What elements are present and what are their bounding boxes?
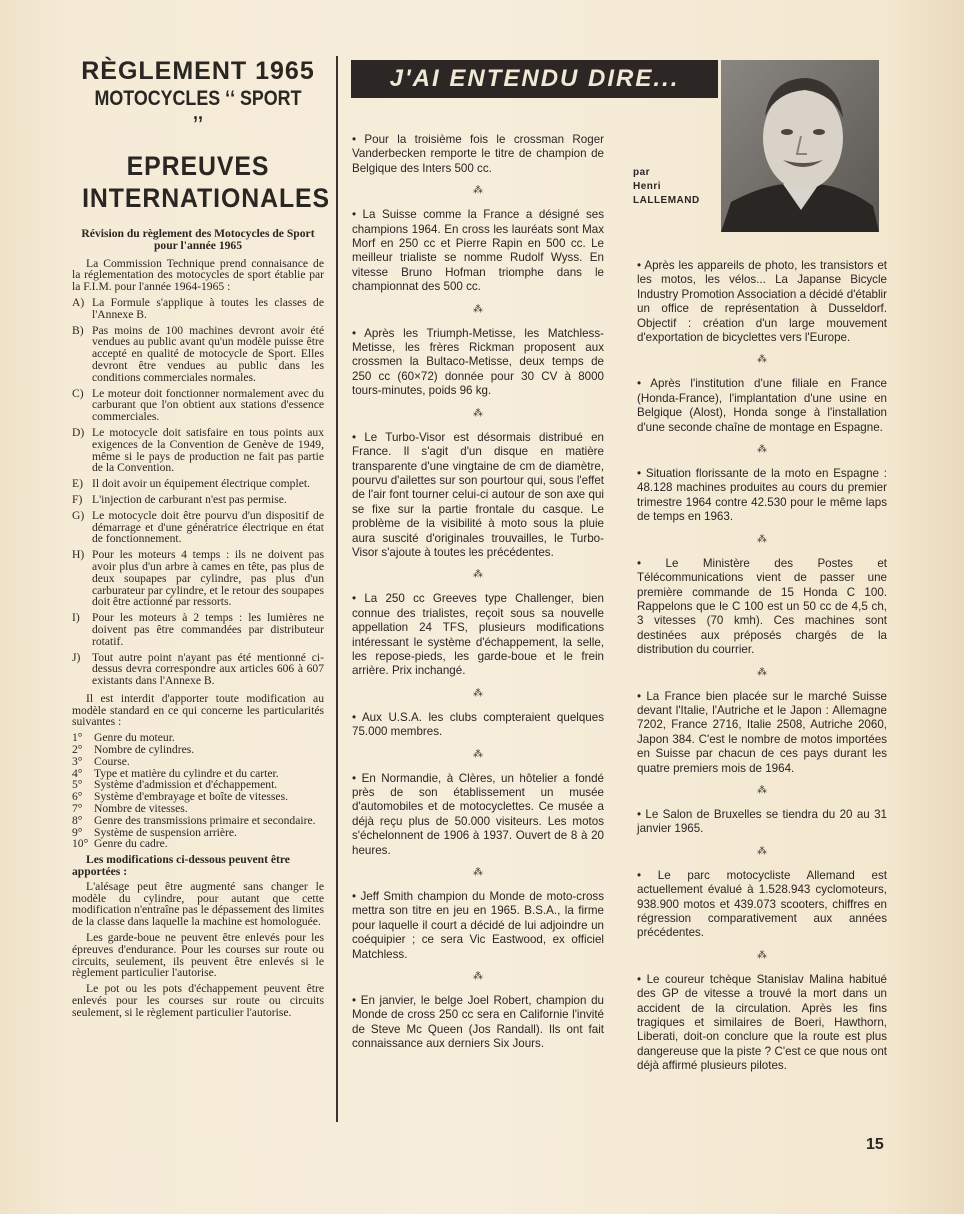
regulation-item-label: G) — [72, 508, 85, 522]
news-item: • En Normandie, à Clères, un hôtelier a fondé près de son établissement un musée d'automobiles et de motocyclettes. Ce musée a déjà reçu plus de 50.000 visiteurs. Les motos s'échelonnent de 1906 à 1937. Ouvert de 8 à 20 heures. — [352, 771, 604, 857]
forbidden-item-text: Système d'admission et d'échappement. — [94, 778, 278, 792]
regulation-item — [72, 549, 324, 608]
rumors-column-middle — [352, 133, 604, 1052]
asterism-separator: ⁂ — [473, 569, 483, 581]
regulation-item-text: Le moteur doit fonctionner normalement avec du carburant que l'on obtient aux stations d'essence commerciales. — [92, 386, 324, 424]
regulation-lead: Révision du règlement des Motocycles de Sport pour l'année 1965 — [81, 227, 315, 252]
asterism-separator: ⁂ — [473, 185, 483, 197]
regulation-item-text: Pour les moteurs à 2 temps : les lumières ne doivent pas être commandées par distributeur rotatif. — [92, 611, 324, 648]
page-number: 15 — [866, 1136, 884, 1153]
forbidden-item-label: 9° — [72, 825, 83, 839]
regulation-item-text: Pour les moteurs 4 temps : ils ne doivent pas avoir plus d'un arbre à cames en tête, pas plus de deux soupapes par cylindre, pas plus d'un carburateur par cylindre, et le retour des soupapes doit être actionné par ressorts. — [92, 548, 324, 609]
regulation-column — [72, 56, 331, 1023]
rumors-banner: J'AI ENTENDU DIRE... — [351, 60, 718, 98]
forbidden-item-label: 3° — [72, 754, 83, 768]
asterism-separator: ⁂ — [757, 949, 767, 961]
forbidden-item-text: Nombre de vitesses. — [94, 802, 188, 816]
regulation-item-text: L'injection de carburant n'est pas permise. — [92, 492, 287, 506]
news-item: • Aux U.S.A. les clubs compteraient quelques 75.000 membres. — [352, 710, 604, 739]
forbidden-item-label: 1° — [72, 731, 83, 745]
forbidden-list — [72, 732, 324, 850]
news-item: • Jeff Smith champion du Monde de moto-cross mettra son titre en jeu en 1965. B.S.A., la firme pour laquelle il court a décidé de lui adjoindre un coéquipier ; ce sera Vic Eastwood, ex officiel Matchless. — [352, 890, 604, 961]
asterism-separator: ⁂ — [473, 407, 483, 419]
forbidden-item-label: 8° — [72, 813, 83, 827]
regulation-items — [72, 297, 324, 687]
asterism-separator: ⁂ — [757, 444, 767, 456]
regulation-item-label: F) — [72, 492, 83, 506]
asterism-separator: ⁂ — [757, 533, 767, 545]
asterism-separator: ⁂ — [757, 845, 767, 857]
news-item: • Le Ministère des Postes et Télécommunications vient de passer une première commande de 15 Honda C 100. Rappelons que le C 100 est un 50 cc de 4,5 ch, 3 vitesses (70 kmh). Ces machines sont destinées aux préposés chargés de la distribution du courrier. — [637, 556, 887, 657]
forbidden-item-label: 2° — [72, 743, 83, 757]
regulation-item-text: Il doit avoir un équipement électrique complet. — [92, 477, 310, 491]
news-item: • Après les Triumph-Metisse, les Matchless-Metisse, les frères Rickman proposent aux crossmen la Bultaco-Metisse, deux temps de 250 cc (60×72) donnée pour 30 CV à 8000 tours-minutes, poids 96 kg. — [352, 326, 604, 398]
regulation-item — [72, 510, 324, 545]
regulation-item-label: E) — [72, 477, 83, 491]
asterism-separator: ⁂ — [757, 354, 767, 366]
modification-paragraph: L'alésage peut être augmenté sans changer le modèle du cylindre, pour autant que cette modification n'entraîne pas le dépassement des limites de la classe dans laquelle la machine est homologuée. — [72, 879, 324, 929]
byline-first-name: Henri — [633, 181, 662, 192]
regulation-item — [72, 478, 324, 490]
regulation-item — [72, 297, 324, 321]
byline-last-name: LALLEMAND — [633, 195, 700, 206]
forbidden-item — [72, 815, 324, 827]
regulation-item-label: D) — [72, 425, 85, 439]
title-motocycles: MOTOCYCLES ʻʻ SPORT ʼʼ — [94, 87, 302, 136]
asterism-separator: ⁂ — [757, 784, 767, 796]
news-item: • Le coureur tchèque Stanislav Malina habitué des GP de vitesse a trouvé la mort dans un accident de la circulation. Après les fins tragiques et similaires de Boeri, Hawthorn, Liberati, doit-on conclure que la route est plus dangereuse que la piste ? C'est ce que nous ont déjà affirmé plusieurs pilotes. — [637, 972, 887, 1073]
regulation-item — [72, 494, 324, 506]
title-reglement: RÈGLEMENT 1965 — [81, 57, 315, 85]
news-item: • Le Turbo-Visor est désormais distribué en France. Il s'agit d'un disque en matière transparente d'une vingtaine de cm de diamètre, pourvu d'ailettes sur son pourtour qui, sous l'effet de l'air font tourner celui-ci autour de son axe qui se fixe sur la partie frontale du casque. Le problème de la visibilité à moto sous la pluie aura suscité d'originales trouvailles, le Turbo-Visor s'ajoute à toutes les précédentes. — [352, 430, 604, 559]
modification-paragraph: Le pot ou les pots d'échappement peuvent être enlevés pour les courses sur route ou circuits seulement, si le règlement particulier l'autorise. — [72, 982, 324, 1019]
news-item: • La Suisse comme la France a désigné ses champions 1964. En cross les lauréats sont Max Morf en 250 cc et Pierre Rapin en 500 cc. Le meilleur trialiste se nomme Rudolf Wyss. En vitesse Bruno Hofman triomphe dans le championnat des 500 cc. — [352, 208, 604, 294]
regulation-intro: La Commission Technique prend connaisance de la réglementation des motocycles de sport établie par la F.I.M. pour l'année 1964-1965 : — [72, 256, 324, 294]
forbidden-item-text: Genre du moteur. — [94, 731, 175, 745]
regulation-item-text: La Formule s'applique à toutes les classes de l'Annexe B. — [92, 295, 324, 321]
regulation-item-label: B) — [72, 323, 84, 337]
asterism-separator: ⁂ — [473, 971, 483, 983]
regulation-item-text: Le motocycle doit satisfaire en tous points aux exigences de la Convention de Genève de 1949, même si le pays de production ne fait pas partie de la Convention. — [92, 425, 324, 475]
regulation-item-text: Pas moins de 100 machines devront avoir été vendues au public avant qu'un modèle puisse être accepté en qualité de motocycle de Sport. Elles devront être vendues au public dans les conditions commerciales normales. — [92, 323, 324, 384]
news-item: • Après l'institution d'une filiale en France (Honda-France), l'implantation d'une usine en Belgique (Alost), Honda songe à l'installation d'une seconde chaîne de montage en Espagne. — [637, 377, 887, 434]
title-internationales: INTERNATIONALES — [82, 183, 331, 213]
regulation-item-label: H) — [72, 548, 85, 562]
news-item: • Le parc motocycliste Allemand est actuellement évalué à 1.528.943 cyclomoteurs, 938.900 motos et 439.073 scooters, chiffres en régression comparativement aux années précédentes. — [637, 868, 887, 940]
forbidden-item-label: 6° — [72, 790, 83, 804]
forbidden-item-label: 4° — [72, 766, 83, 780]
news-item: • En janvier, le belge Joel Robert, champion du Monde de cross 250 cc sera en Californie l'invité de Steve Mc Queen (Jos Randall). Ils ont fait connaissance aux derniers Six Jours. — [352, 994, 604, 1051]
modification-paragraph: Les garde-boue ne peuvent être enlevés pour les épreuves d'endurance. Pour les courses sur route ou circuits, seulement, ils peuvent être enlevés si le règlement particulier l'autorise. — [72, 931, 324, 980]
byline — [633, 166, 700, 208]
regulation-item — [72, 612, 324, 647]
forbidden-intro: Il est interdit d'apporter toute modification au modèle standard en ce qui concerne les particularités suivantes : — [72, 691, 324, 729]
asterism-separator: ⁂ — [473, 687, 483, 699]
news-item: • La France bien placée sur le marché Suisse devant l'Italie, l'Autriche et le Japon : Allemagne 7202, France 2716, Italie 2508, Autriche 2060, Japon 384. C'est le nombre de motos importées en Suisse par chacun de ces pays durant les quatre premiers mois de 1964. — [637, 689, 887, 775]
forbidden-item-text: Nombre de cylindres. — [94, 743, 195, 757]
forbidden-item-text: Type et matière du cylindre et du carter. — [94, 766, 279, 780]
column-divider — [336, 56, 338, 1122]
forbidden-item-text: Genre des transmissions primaire et secondaire. — [94, 813, 316, 827]
regulation-item — [72, 388, 324, 423]
byline-par: par — [633, 167, 651, 178]
forbidden-item-text: Course. — [94, 754, 130, 768]
forbidden-item-text: Genre du cadre. — [94, 837, 168, 851]
regulation-item-label: J) — [72, 650, 81, 664]
asterism-separator: ⁂ — [473, 867, 483, 879]
news-item: • Situation florissante de la moto en Espagne : 48.128 machines produites au cours du premier trimestre 1964 contre 42.530 pour le même laps de temps en 1963. — [637, 467, 887, 524]
regulation-item — [72, 427, 324, 474]
asterism-separator: ⁂ — [473, 303, 483, 315]
news-item: • Pour la troisième fois le crossman Roger Vanderbecken remporte le titre de champion de Belgique des Inters 500 cc. — [352, 133, 604, 175]
rumors-column-right — [637, 259, 887, 1074]
forbidden-item-text: Système d'embrayage et boîte de vitesses. — [94, 790, 288, 804]
asterism-separator: ⁂ — [473, 748, 483, 760]
news-item: • Le Salon de Bruxelles se tiendra du 20 au 31 janvier 1965. — [637, 807, 887, 836]
news-item: • Après les appareils de photo, les transistors et les motos, les vélos... La Japanse Bicycle Industry Promotion Association a décidé d'établir un office de représentation à Dusseldorf. Objectif : création d'un large mouvement d'exportation de bicyclettes vers l'Europe. — [637, 259, 887, 345]
forbidden-item — [72, 756, 324, 768]
regulation-item-label: A) — [72, 295, 85, 309]
regulation-item-text: Tout autre point n'ayant pas été mentionné ci-dessus devra correspondre aux articles 606 à 607 existants dans l'Annexe B. — [92, 650, 324, 688]
regulation-item-label: C) — [72, 386, 84, 400]
modifications-list — [72, 881, 324, 1019]
regulation-item — [72, 325, 324, 384]
forbidden-item — [72, 838, 324, 850]
asterism-separator: ⁂ — [757, 666, 767, 678]
forbidden-item-label: 10° — [72, 837, 89, 851]
modifications-heading: Les modifications ci-dessous peuvent être apportées : — [72, 853, 290, 879]
author-photo — [721, 60, 879, 232]
forbidden-item-label: 5° — [72, 778, 83, 792]
title-epreuves: EPREUVES — [126, 151, 270, 181]
regulation-item-label: I) — [72, 611, 80, 625]
news-item: • La 250 cc Greeves type Challenger, bien connue des trialistes, reçoit sous sa nouvelle appellation 24 TFS, plusieurs modifications intéressant le système d'échappement, la selle, les repose-pieds, les garde-boue et le frein arrière. Prix inchangé. — [352, 592, 604, 678]
forbidden-item-label: 7° — [72, 802, 83, 816]
regulation-item — [72, 652, 324, 687]
regulation-item-text: Le motocycle doit être pourvu d'un dispositif de démarrage et d'une génératrice électrique en état de fonctionnement. — [92, 508, 324, 546]
forbidden-item-text: Système de suspension arrière. — [94, 825, 237, 839]
